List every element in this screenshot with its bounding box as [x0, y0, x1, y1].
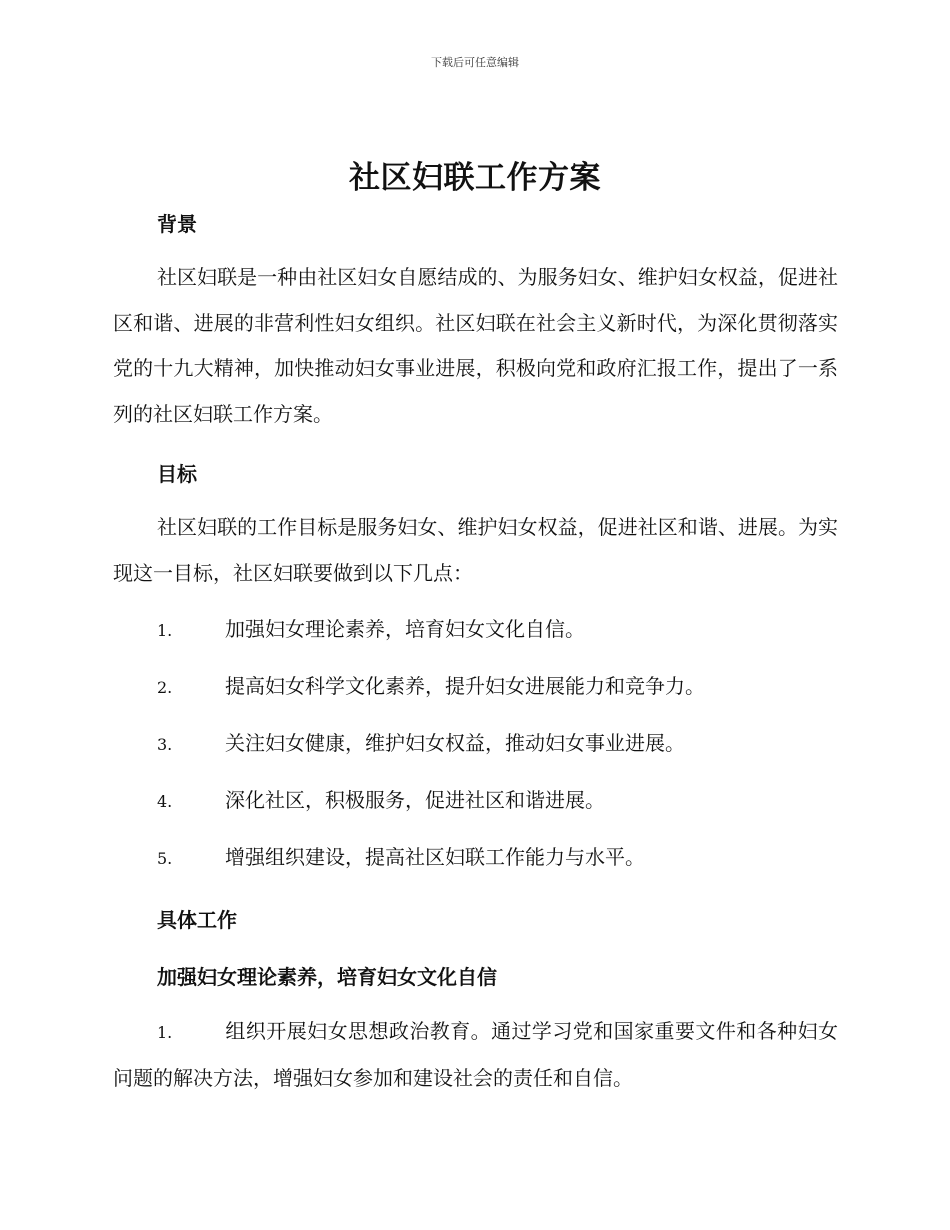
list-number: 3. — [157, 735, 173, 754]
list-number: 4. — [157, 792, 173, 811]
subheading-work: 加强妇女理论素养，培育妇女文化自信 — [157, 965, 497, 989]
list-item — [157, 664, 838, 711]
list-text: 组织开展妇女思想政治教育。通过学习党和国家重要文件和各种妇女问题的解决方法，增强妇女参加和建设社会的责任和自信。 — [113, 1019, 838, 1090]
paragraph-background: 社区妇联是一种由社区妇女自愿结成的、为服务妇女、维护妇女权益，促进社区和谐、进展的非营利性妇女组织。社区妇联在社会主义新时代，为深化贯彻落实党的十九大精神，加快推动妇女事业进展，积极向党和政府汇报工作，提出了一系列的社区妇联工作方案。 — [113, 265, 838, 426]
header-note: 下载后可任意编辑 — [431, 56, 519, 69]
paragraph-goals: 社区妇联的工作目标是服务妇女、维护妇女权益，促进社区和谐、进展。为实现这一目标，社区妇联要做到以下几点： — [113, 515, 838, 585]
heading-work: 具体工作 — [157, 908, 237, 932]
list-item — [157, 778, 838, 825]
document-title: 社区妇联工作方案 — [349, 160, 601, 196]
heading-background: 背景 — [157, 212, 197, 236]
list-item — [157, 607, 838, 654]
list-text: 增强组织建设，提高社区妇联工作能力与水平。 — [225, 845, 645, 869]
list-number: 1. — [157, 621, 173, 640]
list-text: 深化社区，积极服务，促进社区和谐进展。 — [225, 788, 605, 812]
list-number: 1. — [157, 1023, 173, 1042]
heading-goals: 目标 — [157, 462, 197, 486]
list-text: 关注妇女健康，维护妇女权益，推动妇女事业进展。 — [225, 731, 685, 755]
list-number: 5. — [157, 849, 173, 868]
list-text: 提高妇女科学文化素养，提升妇女进展能力和竞争力。 — [225, 674, 705, 698]
list-item — [157, 835, 838, 882]
list-item — [157, 721, 838, 768]
list-text: 加强妇女理论素养，培育妇女文化自信。 — [225, 617, 585, 641]
list-number: 2. — [157, 678, 173, 697]
list-item — [113, 1009, 838, 1101]
